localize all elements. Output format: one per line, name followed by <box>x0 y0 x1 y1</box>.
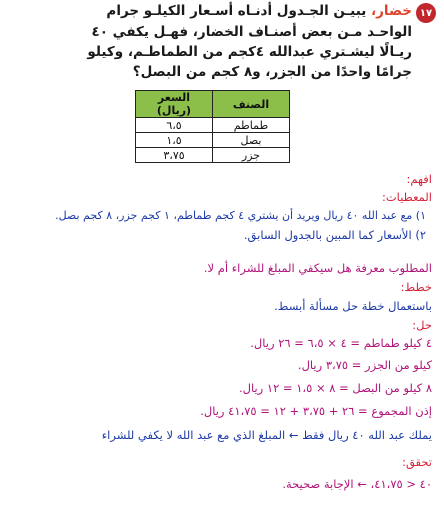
cell-price: ٦،٥ <box>136 118 213 133</box>
table-row <box>136 133 290 148</box>
verify-heading: تحقق: <box>402 455 432 469</box>
solve-heading: حل: <box>412 318 432 332</box>
required-text: المطلوب معرفة هل سيكفي المبلغ للشراء أم لا. <box>203 261 432 275</box>
verify-text: ٤٠ < ٤١،٧٥، ← الإجابة صحيحة. <box>282 477 432 491</box>
cell-price: ١،٥ <box>136 133 213 148</box>
step-4: إذن المجموع = ٢٦ + ٣،٧٥ + ١٢ = ٤١،٧٥ ريال. <box>200 404 432 418</box>
cell-item: بصل <box>213 133 290 148</box>
problem-text-1: يبيـن الجـدول أدنـاه أسـعار الكيلـو جرام <box>106 3 367 19</box>
problem-number-badge: ١٧ <box>416 3 436 23</box>
header-item: الصنف <box>213 91 290 118</box>
given-2: ٢) الأسعار كما المبين بالجدول السابق. <box>243 228 426 242</box>
cell-item: طماطم <box>213 118 290 133</box>
problem-title: خضار، <box>370 3 412 19</box>
step-3: ٨ كيلو من البصل = ٨ × ١،٥ = ١٢ ريال. <box>238 381 432 395</box>
table-row <box>136 118 290 133</box>
problem-line-3: ريـالًا ليشـتري عبدالله ٤كجم من الطماطـم، وكيلو <box>87 44 412 60</box>
price-table <box>135 90 290 163</box>
given-1: ١) مع عبد الله ٤٠ ريال ويريد أن يشتري ٤ كجم طماطم، ١ كجم جزر، ٨ كجم بصل. <box>55 209 426 222</box>
plan-text: باستعمال خطة حل مسألة أبسط. <box>274 299 432 313</box>
step-2: كيلو من الجزر = ٣،٧٥ ريال. <box>297 358 432 372</box>
understand-heading: افهم: <box>406 172 432 186</box>
problem-line-2: الواحـد مـن بعض أصنـاف الخضار، فهـل يكفي ٤٠ <box>91 24 412 40</box>
cell-price: ٣،٧٥ <box>136 148 213 163</box>
step-1: ٤ كيلو طماطم = ٤ × ٦،٥ = ٢٦ ريال. <box>250 336 432 350</box>
problem-line-4: جرامًا واحدًا من الجزر، و٨ كجم من البصل؟ <box>132 64 412 80</box>
problem-line-1 <box>106 3 412 19</box>
conclusion-text: يملك عبد الله ٤٠ ريال فقط ← المبلغ الذي مع عبد الله لا يكفي للشراء <box>101 428 432 442</box>
table-header-row <box>136 91 290 118</box>
header-price: السعر (ريال) <box>136 91 213 118</box>
table-row <box>136 148 290 163</box>
givens-heading: المعطيات: <box>381 190 432 204</box>
cell-item: جزر <box>213 148 290 163</box>
plan-heading: خطط: <box>400 280 432 294</box>
